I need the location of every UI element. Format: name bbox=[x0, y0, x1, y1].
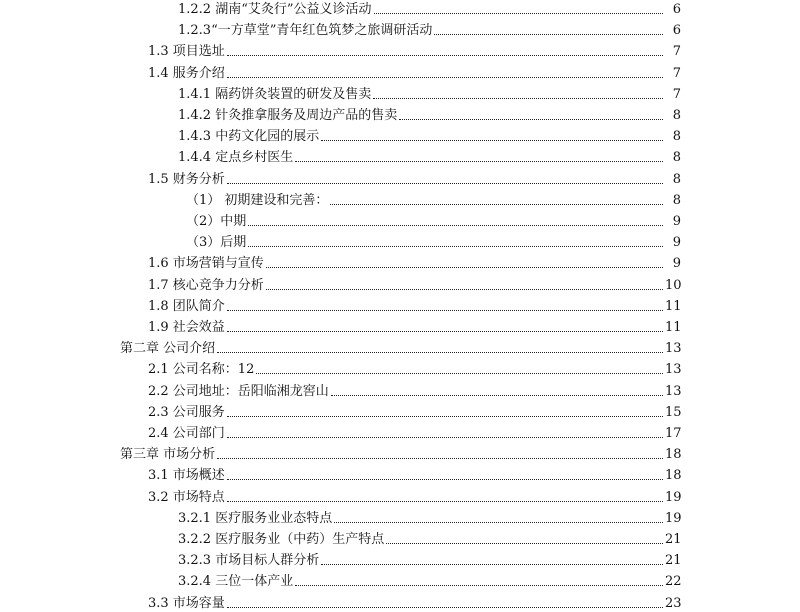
dot-leader bbox=[374, 12, 663, 14]
dot-leader bbox=[373, 97, 663, 99]
toc-entry-page-number: 15 bbox=[665, 404, 682, 420]
toc-entry-page-number: 22 bbox=[665, 574, 682, 590]
toc-entry-page-number: 8 bbox=[672, 192, 681, 208]
toc-entry-title: 3.2.4 三位一体产业 bbox=[178, 574, 294, 590]
dot-leader bbox=[227, 415, 663, 417]
toc-entry[interactable] bbox=[0, 103, 800, 124]
toc-entry[interactable] bbox=[0, 294, 800, 315]
toc-entry[interactable] bbox=[0, 485, 800, 506]
toc-entry-title: 1.4.3 中药文化园的展示 bbox=[178, 129, 320, 145]
dot-leader bbox=[248, 224, 663, 226]
toc-entry[interactable] bbox=[0, 230, 800, 251]
toc-entry-page-number: 11 bbox=[665, 298, 682, 314]
toc-entry[interactable] bbox=[0, 251, 800, 272]
toc-entry[interactable] bbox=[0, 336, 800, 357]
toc-entry-page-number: 21 bbox=[665, 553, 682, 569]
toc-entry-title: （3）后期 bbox=[186, 235, 247, 251]
toc-entry-page-number: 7 bbox=[672, 65, 681, 81]
toc-entry-page-number: 9 bbox=[672, 235, 681, 251]
toc-entry-title: 2.2 公司地址：岳阳临湘龙窖山 bbox=[148, 383, 329, 399]
dot-leader bbox=[386, 542, 663, 544]
toc-entry-page-number: 18 bbox=[665, 447, 682, 463]
toc-entry[interactable] bbox=[0, 379, 800, 400]
toc-entry-page-number: 7 bbox=[672, 86, 681, 102]
toc-entry-page-number: 13 bbox=[665, 362, 682, 378]
dot-leader bbox=[227, 54, 663, 56]
toc-entry[interactable] bbox=[0, 124, 800, 145]
toc-entry-title: 2.3 公司服务 bbox=[148, 404, 225, 420]
toc-entry-title: （2）中期 bbox=[186, 214, 247, 229]
toc-entry-title: （1） 初期建设和完善： bbox=[186, 192, 329, 208]
dot-leader bbox=[227, 330, 663, 332]
toc-entry[interactable] bbox=[0, 145, 800, 166]
toc-entry-page-number: 13 bbox=[665, 383, 682, 399]
toc-entry-title: 1.4.1 隔药饼灸装置的研发及售卖 bbox=[178, 86, 372, 102]
dot-leader bbox=[217, 457, 663, 459]
toc-entry-title: 1.2.3“一方草堂”青年红色筑梦之旅调研活动 bbox=[178, 23, 433, 39]
dot-leader bbox=[227, 478, 663, 480]
toc-entry-title: 1.4 服务介绍 bbox=[148, 65, 225, 81]
toc-entry-title: 第二章 公司介绍 bbox=[120, 341, 216, 357]
toc-entry-title: 1.9 社会效益 bbox=[148, 320, 225, 335]
dot-leader bbox=[227, 309, 663, 311]
dot-leader bbox=[321, 563, 663, 565]
dot-leader bbox=[434, 33, 663, 35]
toc-entry-page-number: 6 bbox=[672, 2, 681, 17]
dot-leader bbox=[295, 160, 663, 162]
dot-leader bbox=[330, 203, 663, 205]
toc-entry-title: 1.8 团队简介 bbox=[148, 298, 225, 314]
toc-entry[interactable] bbox=[0, 82, 800, 103]
dot-leader bbox=[399, 118, 663, 120]
toc-entry-title: 1.7 核心竞争力分析 bbox=[148, 277, 264, 293]
toc-entry[interactable] bbox=[0, 400, 800, 421]
toc-entry-title: 1.3 项目选址 bbox=[148, 44, 225, 60]
toc-entry[interactable] bbox=[0, 527, 800, 548]
toc-entry-page-number: 8 bbox=[672, 171, 681, 187]
toc-entry-page-number: 8 bbox=[672, 108, 681, 123]
toc-entry-page-number: 9 bbox=[672, 256, 681, 272]
dot-leader bbox=[321, 139, 663, 141]
toc-entry-page-number: 19 bbox=[665, 489, 682, 505]
toc-entry[interactable] bbox=[0, 273, 800, 294]
toc-entry-title: 3.1 市场概述 bbox=[148, 468, 225, 484]
toc-entry[interactable] bbox=[0, 18, 800, 39]
toc-entry-page-number: 6 bbox=[672, 23, 681, 39]
toc-entry[interactable] bbox=[0, 569, 800, 590]
toc-entry-title: 1.4.4 定点乡村医生 bbox=[178, 150, 294, 166]
toc-entry-page-number: 19 bbox=[665, 510, 682, 526]
dot-leader bbox=[217, 351, 663, 353]
dot-leader bbox=[331, 394, 663, 396]
toc-entry[interactable] bbox=[0, 0, 800, 18]
toc-entry-title: 3.2.2 医疗服务业（中药）生产特点 bbox=[178, 532, 385, 547]
dot-leader bbox=[227, 606, 663, 608]
toc-entry-page-number: 21 bbox=[665, 532, 682, 547]
dot-leader bbox=[227, 500, 663, 502]
toc-entry-page-number: 23 bbox=[665, 595, 682, 611]
dot-leader bbox=[227, 182, 663, 184]
toc-entry-page-number: 8 bbox=[672, 150, 681, 166]
toc-entry[interactable] bbox=[0, 548, 800, 569]
dot-leader bbox=[227, 76, 663, 78]
toc-entry[interactable] bbox=[0, 188, 800, 209]
dot-leader bbox=[334, 521, 663, 523]
dot-leader bbox=[256, 372, 663, 374]
toc-entry[interactable] bbox=[0, 167, 800, 188]
toc-entry[interactable] bbox=[0, 421, 800, 442]
toc-entry-page-number: 10 bbox=[665, 277, 682, 293]
toc-entry[interactable] bbox=[0, 357, 800, 378]
toc-entry-page-number: 8 bbox=[672, 129, 681, 145]
toc-entry-title: 第三章 市场分析 bbox=[120, 447, 216, 463]
toc-entry-page-number: 18 bbox=[665, 468, 682, 484]
toc-entry-title: 3.2.1 医疗服务业业态特点 bbox=[178, 510, 333, 526]
toc-entry-title: 2.1 公司名称：12 bbox=[148, 362, 255, 378]
toc-entry[interactable] bbox=[0, 442, 800, 463]
dot-leader bbox=[227, 436, 663, 438]
toc-entry[interactable] bbox=[0, 315, 800, 336]
toc-entry-title: 1.2.2 湖南“艾灸行”公益义诊活动 bbox=[178, 2, 372, 17]
toc-entry[interactable] bbox=[0, 506, 800, 527]
toc-entry-title: 1.4.2 针灸推拿服务及周边产品的售卖 bbox=[178, 108, 398, 123]
toc-entry[interactable] bbox=[0, 209, 800, 230]
toc-entry-page-number: 11 bbox=[665, 320, 682, 335]
dot-leader bbox=[266, 288, 663, 290]
toc-entry-page-number: 17 bbox=[665, 426, 682, 441]
toc-entry-title: 2.4 公司部门 bbox=[148, 426, 225, 441]
dot-leader bbox=[295, 584, 663, 586]
toc-entry-title: 1.5 财务分析 bbox=[148, 171, 225, 187]
toc-entry-title: 1.6 市场营销与宣传 bbox=[148, 256, 264, 272]
toc-entry-page-number: 9 bbox=[672, 214, 681, 229]
toc-entry[interactable] bbox=[0, 591, 800, 612]
toc-entry[interactable] bbox=[0, 61, 800, 82]
toc-entry-title: 3.2.3 市场目标人群分析 bbox=[178, 553, 320, 569]
toc-entry[interactable] bbox=[0, 463, 800, 484]
toc-entry[interactable] bbox=[0, 39, 800, 60]
toc-entry-title: 3.2 市场特点 bbox=[148, 489, 225, 505]
toc-entry-title: 3.3 市场容量 bbox=[148, 595, 225, 611]
dot-leader bbox=[266, 266, 663, 268]
toc-entry-page-number: 13 bbox=[665, 341, 682, 357]
dot-leader bbox=[248, 245, 663, 247]
toc-entry-page-number: 7 bbox=[672, 44, 681, 60]
